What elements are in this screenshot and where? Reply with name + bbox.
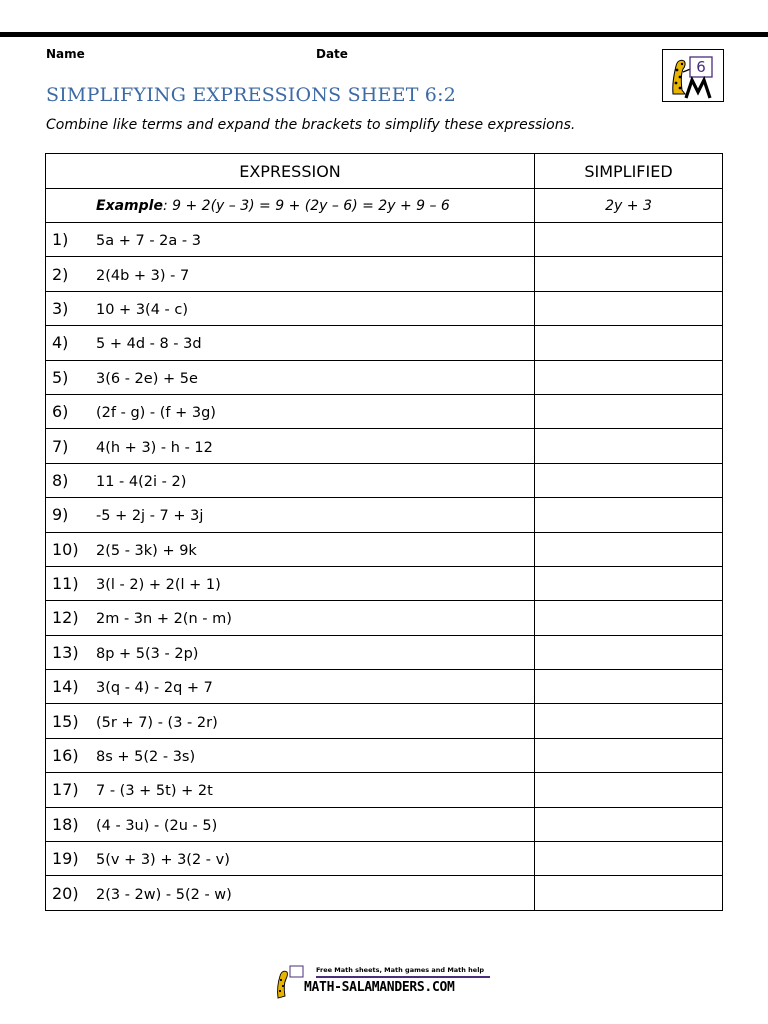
table-row	[46, 876, 723, 910]
question-cell	[46, 532, 535, 566]
example-answer: 2y + 3	[535, 189, 723, 223]
question-number: 19)	[52, 849, 79, 869]
question-expression: 3(q - 4) - 2q + 7	[96, 680, 213, 697]
salamander-logo-icon	[663, 50, 723, 101]
answer-cell[interactable]	[535, 601, 723, 635]
question-cell	[46, 566, 535, 600]
question-number: 8)	[52, 470, 69, 490]
question-expression: 7 - (3 + 5t) + 2t	[96, 783, 213, 800]
question-number: 1)	[52, 230, 69, 250]
answer-cell[interactable]	[535, 704, 723, 738]
table-row	[46, 704, 723, 738]
answer-cell[interactable]	[535, 807, 723, 841]
question-cell	[46, 842, 535, 876]
question-expression: (2f - g) - (f + 3g)	[96, 405, 216, 422]
table-row	[46, 807, 723, 841]
question-number: 14)	[52, 677, 79, 697]
page-title: SIMPLIFYING EXPRESSIONS SHEET 6:2	[46, 84, 456, 106]
question-expression: 10 + 3(4 - c)	[96, 301, 189, 318]
question-expression: 3(l - 2) + 2(l + 1)	[96, 577, 221, 594]
question-number: 3)	[52, 298, 69, 318]
footer-site-name: MATH-SALAMANDERS.COM	[304, 980, 455, 995]
question-expression: 3(6 - 2e) + 5e	[96, 370, 198, 387]
table-row	[46, 429, 723, 463]
table-row	[46, 532, 723, 566]
question-cell	[46, 738, 535, 772]
table-row	[46, 360, 723, 394]
question-cell	[46, 291, 535, 325]
table-header-row	[46, 154, 723, 189]
answer-cell[interactable]	[535, 635, 723, 669]
question-expression: (4 - 3u) - (2u - 5)	[96, 817, 218, 834]
answer-cell[interactable]	[535, 360, 723, 394]
instructions: Combine like terms and expand the brackets to simplify these expressions.	[46, 117, 576, 133]
answer-cell[interactable]	[535, 326, 723, 360]
answer-cell[interactable]	[535, 257, 723, 291]
answer-cell[interactable]	[535, 498, 723, 532]
question-expression: -5 + 2j - 7 + 3j	[96, 508, 204, 525]
answer-cell[interactable]	[535, 223, 723, 257]
answer-cell[interactable]	[535, 429, 723, 463]
question-number: 5)	[52, 367, 69, 387]
table-row	[46, 463, 723, 497]
table-row	[46, 842, 723, 876]
table-row	[46, 223, 723, 257]
table-row	[46, 498, 723, 532]
example-expression-text: : 9 + 2(y – 3) = 9 + (2y – 6) = 2y + 9 – 6	[162, 197, 450, 214]
example-expression	[46, 189, 535, 223]
question-expression: (5r + 7) - (3 - 2r)	[96, 714, 218, 731]
question-expression: 2m - 3n + 2(n - m)	[96, 611, 232, 628]
answer-cell[interactable]	[535, 773, 723, 807]
question-expression: 2(5 - 3k) + 9k	[96, 542, 197, 559]
question-cell	[46, 670, 535, 704]
table-row	[46, 326, 723, 360]
question-cell	[46, 463, 535, 497]
question-expression: 5a + 7 - 2a - 3	[96, 233, 201, 250]
table-row	[46, 773, 723, 807]
date-label: Date	[316, 47, 348, 61]
expression-column-header: EXPRESSION	[46, 154, 535, 189]
question-number: 16)	[52, 746, 79, 766]
question-cell	[46, 498, 535, 532]
question-cell	[46, 394, 535, 428]
answer-cell[interactable]	[535, 463, 723, 497]
question-number: 7)	[52, 436, 69, 456]
answer-cell[interactable]	[535, 532, 723, 566]
question-number: 15)	[52, 711, 79, 731]
table-row	[46, 394, 723, 428]
question-cell	[46, 704, 535, 738]
question-number: 9)	[52, 505, 69, 525]
question-cell	[46, 635, 535, 669]
name-label: Name	[46, 47, 85, 61]
question-number: 6)	[52, 402, 69, 422]
example-label: Example	[96, 197, 163, 214]
question-expression: 8p + 5(3 - 2p)	[96, 645, 199, 662]
question-expression: 2(4b + 3) - 7	[96, 267, 190, 284]
question-expression: 4(h + 3) - h - 12	[96, 439, 213, 456]
question-cell	[46, 429, 535, 463]
grade-badge: 6	[696, 58, 706, 76]
question-number: 2)	[52, 264, 69, 284]
question-number: 11)	[52, 574, 79, 594]
example-row	[46, 189, 723, 223]
question-expression: 5(v + 3) + 3(2 - v)	[96, 852, 230, 869]
simplified-column-header: SIMPLIFIED	[535, 154, 723, 189]
footer-salamander-icon	[270, 962, 306, 1002]
answer-cell[interactable]	[535, 291, 723, 325]
question-number: 10)	[52, 539, 79, 559]
answer-cell[interactable]	[535, 670, 723, 704]
question-expression: 2(3 - 2w) - 5(2 - w)	[96, 886, 232, 903]
footer-logo	[270, 962, 500, 1002]
footer-divider	[316, 976, 490, 978]
question-number: 13)	[52, 642, 79, 662]
answer-cell[interactable]	[535, 842, 723, 876]
question-cell	[46, 601, 535, 635]
question-cell	[46, 326, 535, 360]
question-number: 4)	[52, 333, 69, 353]
table-row	[46, 257, 723, 291]
worksheet-table	[45, 153, 723, 911]
question-cell	[46, 773, 535, 807]
question-number: 18)	[52, 814, 79, 834]
table-row	[46, 635, 723, 669]
question-cell	[46, 807, 535, 841]
top-rule	[0, 32, 768, 37]
question-number: 12)	[52, 608, 79, 628]
question-expression: 8s + 5(2 - 3s)	[96, 749, 196, 766]
question-number: 20)	[52, 883, 79, 903]
table-row	[46, 566, 723, 600]
question-number: 17)	[52, 780, 79, 800]
table-row	[46, 291, 723, 325]
answer-cell[interactable]	[535, 738, 723, 772]
question-cell	[46, 360, 535, 394]
table-row	[46, 738, 723, 772]
question-cell	[46, 223, 535, 257]
answer-cell[interactable]	[535, 876, 723, 910]
question-cell	[46, 876, 535, 910]
footer-tagline: Free Math sheets, Math games and Math help	[316, 966, 485, 974]
math-salamanders-logo	[662, 49, 724, 102]
table-row	[46, 670, 723, 704]
table-row	[46, 601, 723, 635]
answer-cell[interactable]	[535, 566, 723, 600]
question-expression: 5 + 4d - 8 - 3d	[96, 336, 202, 353]
question-expression: 11 - 4(2i - 2)	[96, 473, 187, 490]
answer-cell[interactable]	[535, 394, 723, 428]
question-cell	[46, 257, 535, 291]
